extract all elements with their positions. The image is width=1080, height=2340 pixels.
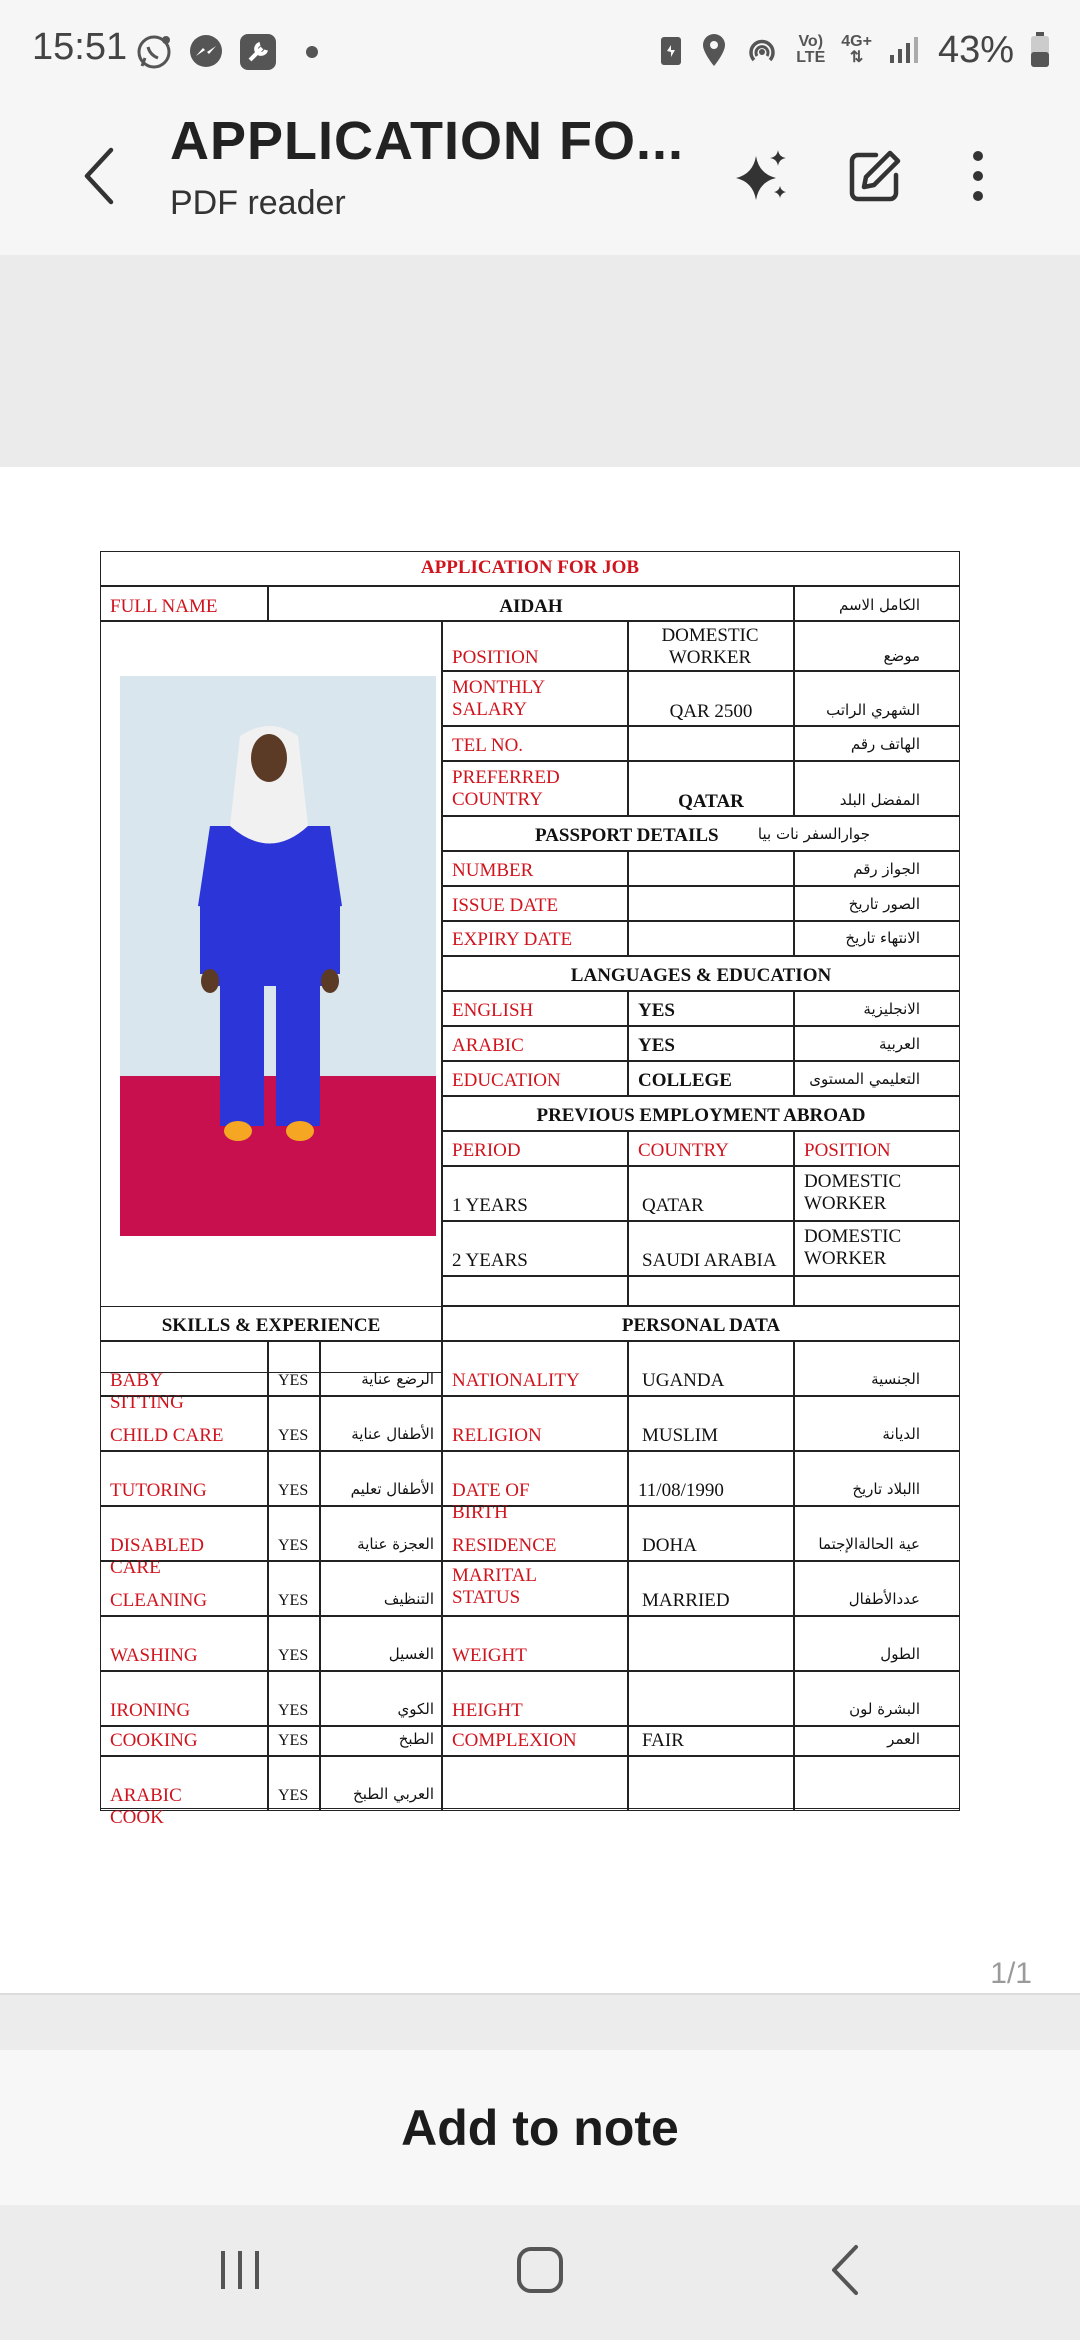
country-col-header: COUNTRY (638, 1140, 729, 1161)
personal-label: WEIGHT (452, 1645, 527, 1666)
skill-ar: الأطفال تعليم (350, 1480, 434, 1498)
tel-ar: الهاتف رقم (850, 735, 920, 753)
personal-ar: البشرة لون (849, 1700, 920, 1718)
skill-label: CLEANING (110, 1590, 208, 1611)
more-notifications-dot (306, 46, 318, 58)
chevron-left-icon (79, 146, 119, 206)
edit-icon (846, 147, 904, 205)
skill-yes: YES (278, 1787, 309, 1804)
emp1-country: QATAR (642, 1195, 704, 1216)
system-icons (658, 24, 1050, 76)
english-ar: الانجليزية (863, 1000, 920, 1018)
personal-value: MARRIED (642, 1590, 730, 1611)
location-icon (700, 32, 728, 68)
skill-label: CHILD CARE (110, 1425, 224, 1446)
document-viewer-background (0, 255, 1080, 467)
skill-label: BABY SITTING (110, 1370, 184, 1413)
country-value: QATAR (678, 791, 744, 812)
country-label: PREFERRED COUNTRY (452, 767, 560, 810)
arabic-label: ARABIC (452, 1035, 524, 1056)
document-title: APPLICATION FO... (170, 111, 684, 171)
english-label: ENGLISH (452, 1000, 534, 1021)
position-ar: موضع (883, 647, 920, 665)
skill-ar: الطبخ (398, 1730, 434, 1748)
skill-yes: YES (278, 1647, 309, 1664)
navigation-bar (0, 2205, 1080, 2340)
skill-ar: الرضع عناية (361, 1370, 434, 1388)
skill-ar: الأطفال عناية (351, 1425, 434, 1443)
more-options-button[interactable] (938, 136, 1018, 216)
form-header: APPLICATION FOR JOB (420, 557, 640, 578)
skill-yes: YES (278, 1372, 309, 1389)
battery-percent: 43% (937, 28, 1014, 71)
tools-icon (238, 32, 278, 72)
education-value: COLLEGE (638, 1070, 732, 1091)
skill-yes: YES (278, 1702, 309, 1719)
home-icon (515, 2245, 565, 2295)
personal-ar: عية الحالةالإجتما (818, 1535, 920, 1553)
passport-header-ar: جوارالسفر نات بيا (757, 825, 870, 843)
personal-label-cell (442, 1756, 628, 1811)
english-value: YES (638, 1000, 675, 1021)
arabic-ar: العربية (879, 1035, 920, 1053)
application-form (100, 551, 960, 1828)
add-to-note-button[interactable]: Add to note (0, 2050, 1080, 2205)
expiry-ar: الانتهاء تاريخ (845, 929, 920, 947)
full-name-value: AIDAH (499, 596, 563, 617)
personal-value: FAIR (642, 1730, 684, 1751)
battery-saver-icon (658, 33, 684, 67)
tel-label: TEL NO. (452, 735, 524, 756)
arabic-value: YES (638, 1035, 675, 1056)
emp2-period: 2 YEARS (452, 1250, 528, 1271)
emp2-position: DOMESTIC WORKER (804, 1226, 902, 1269)
country-ar: المفضل البلد (839, 791, 920, 809)
skill-label: COOKING (110, 1730, 198, 1751)
employment-header: PREVIOUS EMPLOYMENT ABROAD (536, 1105, 866, 1126)
personal-value-cell (628, 1671, 794, 1726)
personal-label: NATIONALITY (452, 1370, 580, 1391)
personal-label: MARITAL STATUS (452, 1565, 537, 1608)
full-name-ar: الكامل الاسم (838, 596, 920, 614)
expiry-label: EXPIRY DATE (452, 929, 573, 950)
skill-yes: YES (278, 1427, 309, 1444)
salary-label: MONTHLY SALARY (452, 677, 545, 720)
skills-personal-table (100, 551, 960, 1828)
back-icon (826, 2243, 866, 2297)
skill-yes: YES (278, 1482, 309, 1499)
personal-value-cell (628, 1616, 794, 1671)
skill-yes: YES (278, 1537, 309, 1554)
page-indicator: 1/1 (990, 1957, 1032, 1990)
recent-apps-button[interactable] (200, 2235, 280, 2305)
skill-label: WASHING (110, 1645, 198, 1666)
volte-indicator: Vo) LTE (796, 33, 826, 66)
personal-value-cell (628, 1756, 794, 1811)
sparkle-icon (732, 146, 792, 206)
personal-label: HEIGHT (452, 1700, 523, 1721)
personal-label: DATE OF BIRTH (452, 1480, 530, 1523)
skill-yes: YES (278, 1732, 309, 1749)
app-subtitle: PDF reader (170, 184, 346, 222)
personal-value: MUSLIM (642, 1425, 719, 1446)
position-col-header: POSITION (804, 1140, 891, 1161)
personal-value: 11/08/1990 (638, 1480, 724, 1501)
network-type: 4G+ ⇅ (841, 33, 872, 66)
personal-label: COMPLEXION (452, 1730, 577, 1751)
personal-header: PERSONAL DATA (621, 1315, 781, 1336)
salary-ar: الشهري الراتب (826, 701, 920, 719)
education-label: EDUCATION (452, 1070, 561, 1091)
personal-ar-cell (794, 1756, 960, 1811)
skill-ar: العجزة عناية (357, 1535, 434, 1553)
skill-ar: الغسيل (388, 1645, 434, 1663)
skill-label: IRONING (110, 1700, 191, 1721)
education-ar: التعليمي المستوى (809, 1070, 920, 1088)
personal-value: UGANDA (642, 1370, 725, 1391)
skill-label: TUTORING (110, 1480, 207, 1501)
lang-header: LANGUAGES & EDUCATION (570, 965, 832, 986)
edit-button[interactable] (835, 136, 915, 216)
position-value: DOMESTIC WORKER (661, 625, 759, 668)
more-vert-icon (968, 148, 988, 204)
personal-ar: االبلاد تاريخ (852, 1480, 920, 1498)
status-bar (0, 0, 1080, 100)
notification-icons (134, 30, 318, 74)
skills-header: SKILLS & EXPERIENCE (161, 1315, 381, 1336)
home-button[interactable] (500, 2235, 580, 2305)
full-name-label: FULL NAME (110, 596, 218, 617)
personal-ar: الجنسية (871, 1370, 920, 1388)
skill-ar: الكوي (397, 1700, 434, 1718)
skill-ar: العربي الطبخ (353, 1785, 434, 1803)
personal-ar: الديانة (882, 1425, 920, 1443)
emp2-country: SAUDI ARABIA (642, 1250, 777, 1271)
number-ar: الجواز رقم (853, 860, 920, 878)
position-label: POSITION (452, 647, 539, 668)
passport-header: PASSPORT DETAILS (535, 825, 719, 846)
personal-label: RELIGION (452, 1425, 542, 1446)
personal-ar: العمر (887, 1730, 920, 1748)
ai-assist-button[interactable] (722, 136, 802, 216)
messenger-icon (186, 32, 226, 72)
issue-label: ISSUE DATE (452, 895, 559, 916)
emp1-position: DOMESTIC WORKER (804, 1171, 902, 1214)
app-bar (0, 100, 1080, 255)
number-label: NUMBER (452, 860, 534, 881)
whatsapp-icon (134, 32, 174, 72)
salary-value: QAR 2500 (669, 701, 753, 722)
signal-icon (888, 35, 922, 65)
recent-apps-icon (215, 2245, 265, 2295)
personal-label: RESIDENCE (452, 1535, 557, 1556)
emp1-period: 1 YEARS (452, 1195, 528, 1216)
skill-ar: التنظيف (383, 1590, 434, 1608)
hotspot-icon (744, 32, 780, 68)
battery-icon (1030, 32, 1050, 68)
personal-value: DOHA (642, 1535, 697, 1556)
back-button[interactable] (64, 136, 134, 216)
skill-label: ARABIC COOK (110, 1785, 182, 1828)
personal-ar: الطول (880, 1645, 920, 1663)
skill-label: DISABLED CARE (110, 1535, 204, 1578)
period-col-header: PERIOD (452, 1140, 521, 1161)
nav-back-button[interactable] (806, 2235, 886, 2305)
personal-ar: عددالأطفال (848, 1590, 920, 1608)
status-time: 15:51 (32, 26, 128, 68)
skill-yes: YES (278, 1592, 309, 1609)
issue-ar: الصور تاريخ (848, 895, 920, 913)
